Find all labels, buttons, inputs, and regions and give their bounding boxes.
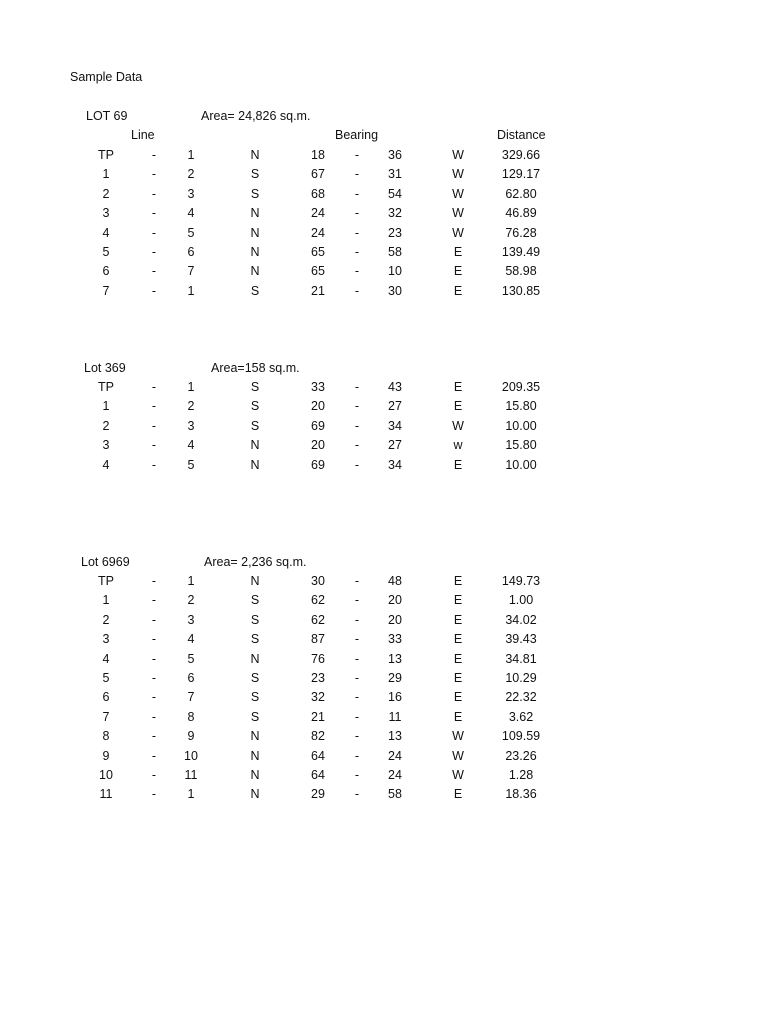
to-point-cell: 1 — [187, 574, 195, 588]
distance-cell: 10.00 — [505, 457, 537, 472]
minutes-cell: 34 — [388, 418, 402, 433]
ns-direction-cell: S — [250, 418, 260, 433]
minutes-cell: 13 — [388, 651, 402, 666]
bearing-dash-cell: - — [354, 690, 360, 705]
bearing-dash-cell: - — [354, 748, 360, 763]
ns-direction-cell: S — [250, 167, 260, 182]
to-point-cell: 7 — [187, 690, 195, 705]
line-dash-cell: - — [151, 283, 157, 298]
ns-direction-cell: N — [250, 438, 260, 453]
degrees-cell: 20 — [311, 399, 325, 414]
degrees-cell: 62 — [311, 593, 325, 608]
distance-cell: 1.28 — [508, 768, 534, 782]
to-point-cell: 8 — [187, 709, 195, 724]
bearing-dash-cell: - — [354, 264, 360, 279]
ns-direction-cell: N — [250, 148, 260, 162]
table-row — [0, 591, 768, 610]
to-point-cell: 5 — [187, 225, 195, 240]
from-point-cell: TP — [98, 574, 114, 588]
degrees-cell: 69 — [311, 418, 325, 433]
from-point-cell: 9 — [102, 748, 110, 763]
minutes-cell: 43 — [388, 380, 402, 394]
minutes-cell: 13 — [388, 729, 402, 744]
distance-cell: 34.02 — [505, 612, 537, 627]
from-point-cell: 3 — [102, 438, 110, 453]
ns-direction-cell: N — [250, 457, 260, 472]
distance-cell: 139.49 — [501, 245, 541, 259]
degrees-cell: 32 — [311, 690, 325, 705]
ns-direction-cell: N — [250, 264, 260, 279]
distance-cell: 209.35 — [501, 380, 541, 394]
bearing-dash-cell: - — [354, 399, 360, 414]
minutes-cell: 24 — [388, 768, 402, 782]
degrees-cell: 76 — [311, 651, 325, 666]
to-point-cell: 11 — [184, 768, 198, 782]
degrees-cell: 67 — [311, 167, 325, 182]
ew-direction-cell: W — [452, 186, 464, 201]
to-point-cell: 4 — [187, 438, 195, 453]
table-row — [0, 572, 768, 591]
ns-direction-cell: S — [250, 709, 260, 724]
ns-direction-cell: N — [250, 787, 260, 802]
line-dash-cell: - — [151, 593, 157, 608]
from-point-cell: 2 — [102, 418, 110, 433]
ew-direction-cell: E — [453, 457, 463, 472]
minutes-cell: 58 — [388, 787, 402, 802]
to-point-cell: 6 — [187, 671, 195, 685]
bearing-dash-cell: - — [354, 574, 360, 588]
minutes-cell: 54 — [388, 186, 402, 201]
line-dash-cell: - — [151, 457, 157, 472]
from-point-cell: 1 — [102, 593, 110, 608]
degrees-cell: 18 — [311, 148, 325, 162]
distance-cell: 109.59 — [501, 729, 541, 744]
minutes-cell: 33 — [388, 632, 402, 647]
bearing-dash-cell: - — [354, 671, 360, 685]
minutes-cell: 23 — [388, 225, 402, 240]
table-row — [0, 204, 768, 223]
lot-name: Lot 369 — [84, 361, 126, 375]
distance-cell: 58.98 — [505, 264, 537, 279]
distance-cell: 10.29 — [505, 671, 537, 685]
line-dash-cell: - — [151, 225, 157, 240]
distance-cell: 15.80 — [505, 438, 537, 453]
bearing-dash-cell: - — [354, 709, 360, 724]
ns-direction-cell: S — [250, 283, 260, 298]
ew-direction-cell: W — [452, 768, 464, 782]
to-point-cell: 1 — [187, 148, 195, 162]
minutes-cell: 58 — [388, 245, 402, 259]
table-row — [0, 146, 768, 165]
ns-direction-cell: N — [250, 225, 260, 240]
ew-direction-cell: E — [453, 632, 463, 647]
ew-direction-cell: E — [453, 690, 463, 705]
table-row — [0, 282, 768, 301]
table-row — [0, 224, 768, 243]
to-point-cell: 3 — [187, 612, 195, 627]
ew-direction-cell: W — [452, 148, 464, 162]
line-dash-cell: - — [151, 380, 157, 394]
to-point-cell: 5 — [187, 651, 195, 666]
line-dash-cell: - — [151, 438, 157, 453]
degrees-cell: 20 — [311, 438, 325, 453]
degrees-cell: 82 — [311, 729, 325, 744]
distance-cell: 62.80 — [505, 186, 537, 201]
ew-direction-cell: W — [452, 418, 464, 433]
line-dash-cell: - — [151, 612, 157, 627]
bearing-dash-cell: - — [354, 438, 360, 453]
from-point-cell: 11 — [99, 787, 113, 802]
lot-area: Area=158 sq.m. — [211, 361, 300, 375]
ew-direction-cell: E — [453, 671, 463, 685]
ns-direction-cell: S — [250, 671, 260, 685]
bearing-dash-cell: - — [354, 245, 360, 259]
ew-direction-cell: E — [453, 612, 463, 627]
table-row — [0, 417, 768, 436]
minutes-cell: 16 — [388, 690, 402, 705]
ew-direction-cell: W — [452, 167, 464, 182]
ew-direction-cell: E — [453, 787, 463, 802]
bearing-dash-cell: - — [354, 651, 360, 666]
from-point-cell: TP — [98, 148, 114, 162]
table-row — [0, 165, 768, 184]
line-dash-cell: - — [151, 748, 157, 763]
from-point-cell: 6 — [102, 264, 110, 279]
degrees-cell: 24 — [311, 225, 325, 240]
bearing-dash-cell: - — [354, 148, 360, 162]
line-dash-cell: - — [151, 787, 157, 802]
bearing-dash-cell: - — [354, 612, 360, 627]
to-point-cell: 2 — [187, 167, 195, 182]
from-point-cell: TP — [98, 380, 114, 394]
minutes-cell: 20 — [388, 593, 402, 608]
minutes-cell: 11 — [388, 709, 402, 724]
minutes-cell: 20 — [388, 612, 402, 627]
to-point-cell: 7 — [187, 264, 195, 279]
degrees-cell: 68 — [311, 186, 325, 201]
lot-name: Lot 6969 — [81, 555, 130, 569]
ns-direction-cell: N — [250, 574, 260, 588]
to-point-cell: 6 — [187, 245, 195, 259]
column-header-line: Line — [131, 128, 155, 142]
to-point-cell: 4 — [187, 206, 195, 221]
degrees-cell: 24 — [311, 206, 325, 221]
bearing-dash-cell: - — [354, 380, 360, 394]
from-point-cell: 8 — [102, 729, 110, 744]
from-point-cell: 7 — [102, 709, 110, 724]
minutes-cell: 31 — [388, 167, 402, 182]
degrees-cell: 64 — [311, 748, 325, 763]
from-point-cell: 2 — [102, 186, 110, 201]
distance-cell: 76.28 — [505, 225, 537, 240]
ns-direction-cell: N — [250, 206, 260, 221]
table-row — [0, 766, 768, 785]
minutes-cell: 48 — [388, 574, 402, 588]
to-point-cell: 2 — [187, 593, 195, 608]
bearing-dash-cell: - — [354, 206, 360, 221]
degrees-cell: 30 — [311, 574, 325, 588]
ew-direction-cell: E — [453, 399, 463, 414]
bearing-dash-cell: - — [354, 729, 360, 744]
line-dash-cell: - — [151, 186, 157, 201]
line-dash-cell: - — [151, 709, 157, 724]
ew-direction-cell: W — [452, 206, 464, 221]
ew-direction-cell: W — [452, 729, 464, 744]
from-point-cell: 5 — [102, 671, 110, 685]
from-point-cell: 10 — [99, 768, 113, 782]
ew-direction-cell: E — [453, 245, 463, 259]
line-dash-cell: - — [151, 671, 157, 685]
distance-cell: 22.32 — [505, 690, 537, 705]
ns-direction-cell: S — [250, 612, 260, 627]
table-row — [0, 669, 768, 688]
table-row — [0, 630, 768, 649]
to-point-cell: 10 — [184, 748, 198, 763]
bearing-dash-cell: - — [354, 225, 360, 240]
distance-cell: 18.36 — [505, 787, 537, 802]
column-header-distance: Distance — [497, 128, 546, 142]
ns-direction-cell: N — [250, 768, 260, 782]
line-dash-cell: - — [151, 690, 157, 705]
line-dash-cell: - — [151, 768, 157, 782]
from-point-cell: 4 — [102, 651, 110, 666]
ns-direction-cell: S — [250, 593, 260, 608]
column-header-bearing: Bearing — [335, 128, 379, 142]
ns-direction-cell: N — [250, 748, 260, 763]
distance-cell: 46.89 — [505, 206, 537, 221]
minutes-cell: 27 — [388, 399, 402, 414]
ew-direction-cell: W — [452, 748, 464, 763]
distance-cell: 10.00 — [505, 418, 537, 433]
to-point-cell: 3 — [187, 418, 195, 433]
distance-cell: 39.43 — [505, 632, 537, 647]
from-point-cell: 6 — [102, 690, 110, 705]
bearing-dash-cell: - — [354, 593, 360, 608]
distance-cell: 130.85 — [501, 283, 541, 298]
table-row — [0, 708, 768, 727]
degrees-cell: 65 — [311, 264, 325, 279]
bearing-dash-cell: - — [354, 632, 360, 647]
table-row — [0, 262, 768, 281]
degrees-cell: 87 — [311, 632, 325, 647]
line-dash-cell: - — [151, 206, 157, 221]
to-point-cell: 1 — [187, 787, 195, 802]
from-point-cell: 2 — [102, 612, 110, 627]
minutes-cell: 34 — [388, 457, 402, 472]
ew-direction-cell: E — [453, 709, 463, 724]
to-point-cell: 5 — [187, 457, 195, 472]
table-row — [0, 747, 768, 766]
line-dash-cell: - — [151, 729, 157, 744]
table-row — [0, 243, 768, 262]
bearing-dash-cell: - — [354, 768, 360, 782]
table-row — [0, 727, 768, 746]
distance-cell: 149.73 — [501, 574, 541, 588]
degrees-cell: 64 — [311, 768, 325, 782]
from-point-cell: 5 — [102, 245, 110, 259]
ew-direction-cell: E — [453, 264, 463, 279]
minutes-cell: 10 — [388, 264, 402, 279]
degrees-cell: 23 — [311, 671, 325, 685]
to-point-cell: 3 — [187, 186, 195, 201]
ew-direction-cell: E — [453, 651, 463, 666]
lot-area: Area= 2,236 sq.m. — [204, 555, 307, 569]
to-point-cell: 9 — [187, 729, 195, 744]
sheet-title: Sample Data — [70, 70, 143, 84]
ns-direction-cell: S — [250, 399, 260, 414]
minutes-cell: 36 — [388, 148, 402, 162]
bearing-dash-cell: - — [354, 283, 360, 298]
ns-direction-cell: N — [250, 651, 260, 666]
line-dash-cell: - — [151, 651, 157, 666]
ns-direction-cell: S — [250, 186, 260, 201]
degrees-cell: 62 — [311, 612, 325, 627]
lot-name: LOT 69 — [86, 109, 128, 123]
from-point-cell: 7 — [102, 283, 110, 298]
ns-direction-cell: N — [250, 245, 260, 259]
degrees-cell: 33 — [311, 380, 325, 394]
minutes-cell: 29 — [388, 671, 402, 685]
ns-direction-cell: S — [250, 380, 260, 394]
degrees-cell: 21 — [311, 709, 325, 724]
ns-direction-cell: S — [250, 690, 260, 705]
degrees-cell: 69 — [311, 457, 325, 472]
table-row — [0, 688, 768, 707]
ns-direction-cell: N — [250, 729, 260, 744]
minutes-cell: 27 — [388, 438, 402, 453]
table-row — [0, 185, 768, 204]
distance-cell: 129.17 — [501, 167, 541, 182]
table-row — [0, 456, 768, 475]
bearing-dash-cell: - — [354, 418, 360, 433]
line-dash-cell: - — [151, 574, 157, 588]
distance-cell: 329.66 — [501, 148, 541, 162]
to-point-cell: 1 — [187, 380, 195, 394]
to-point-cell: 4 — [187, 632, 195, 647]
from-point-cell: 1 — [102, 399, 110, 414]
lot-area: Area= 24,826 sq.m. — [201, 109, 311, 123]
ns-direction-cell: S — [250, 632, 260, 647]
minutes-cell: 32 — [388, 206, 402, 221]
ew-direction-cell: W — [452, 225, 464, 240]
distance-cell: 15.80 — [505, 399, 537, 414]
from-point-cell: 3 — [102, 632, 110, 647]
line-dash-cell: - — [151, 632, 157, 647]
line-dash-cell: - — [151, 264, 157, 279]
table-row — [0, 650, 768, 669]
minutes-cell: 30 — [388, 283, 402, 298]
table-row — [0, 436, 768, 455]
from-point-cell: 4 — [102, 225, 110, 240]
ew-direction-cell: E — [453, 283, 463, 298]
line-dash-cell: - — [151, 167, 157, 182]
distance-cell: 1.00 — [508, 593, 534, 608]
degrees-cell: 29 — [311, 787, 325, 802]
to-point-cell: 1 — [187, 283, 195, 298]
degrees-cell: 21 — [311, 283, 325, 298]
from-point-cell: 4 — [102, 457, 110, 472]
to-point-cell: 2 — [187, 399, 195, 414]
ew-direction-cell: E — [453, 380, 463, 394]
table-row — [0, 378, 768, 397]
table-row — [0, 785, 768, 804]
distance-cell: 3.62 — [508, 709, 534, 724]
from-point-cell: 3 — [102, 206, 110, 221]
bearing-dash-cell: - — [354, 457, 360, 472]
line-dash-cell: - — [151, 148, 157, 162]
bearing-dash-cell: - — [354, 186, 360, 201]
ew-direction-cell: E — [453, 593, 463, 608]
ew-direction-cell: w — [453, 438, 463, 453]
ew-direction-cell: E — [453, 574, 463, 588]
bearing-dash-cell: - — [354, 167, 360, 182]
from-point-cell: 1 — [102, 167, 110, 182]
line-dash-cell: - — [151, 245, 157, 259]
degrees-cell: 65 — [311, 245, 325, 259]
distance-cell: 23.26 — [505, 748, 537, 763]
line-dash-cell: - — [151, 418, 157, 433]
minutes-cell: 24 — [388, 748, 402, 763]
bearing-dash-cell: - — [354, 787, 360, 802]
line-dash-cell: - — [151, 399, 157, 414]
distance-cell: 34.81 — [505, 651, 537, 666]
table-row — [0, 397, 768, 416]
table-row — [0, 611, 768, 630]
